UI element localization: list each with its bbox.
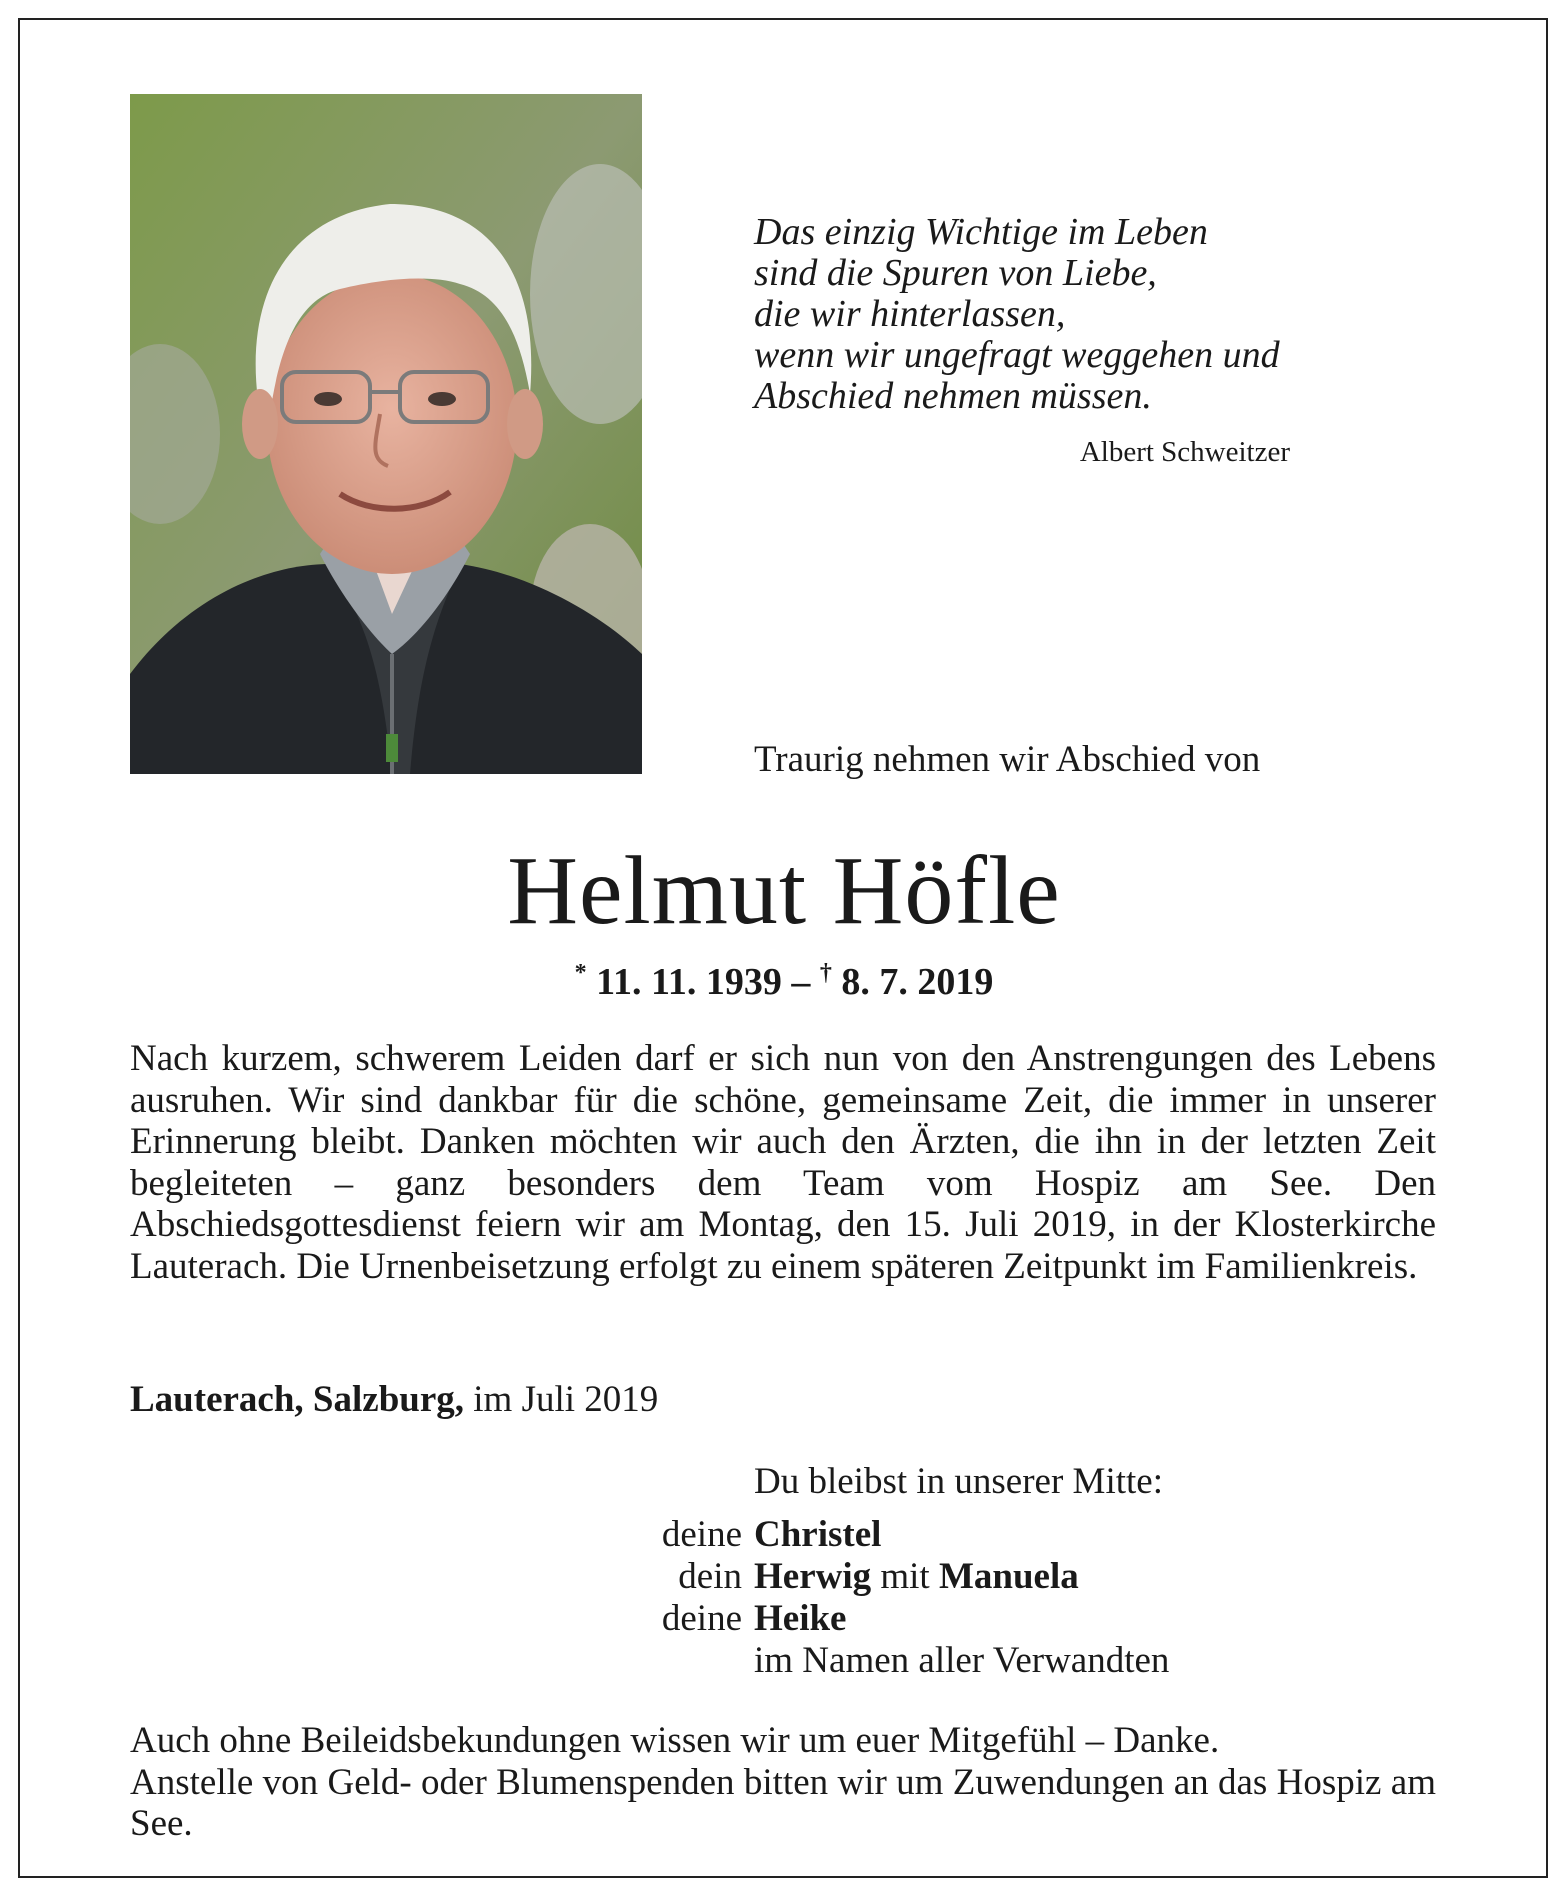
closing-note (130, 1720, 1436, 1845)
date-separator: – (781, 961, 820, 1003)
quote-line: Abschied nehmen müssen. (754, 375, 1152, 417)
birth-date: 11. 11. 1939 (596, 961, 782, 1003)
death-symbol: † (819, 960, 832, 986)
intro-text: Traurig nehmen wir Abschied von (754, 739, 1261, 780)
quote-author: Albert Schweitzer (1079, 436, 1290, 468)
family-footer-row (500, 1640, 1169, 1682)
place-date-text: im Juli 2019 (464, 1379, 659, 1420)
portrait-photo (130, 94, 642, 774)
quote-line: die wir hinterlassen, (754, 293, 1066, 335)
quote-line: wenn wir ungefragt weggehen und (754, 334, 1280, 376)
closing-line-2: Anstelle von Geld- oder Blumenspenden bitten wir um Zuwendungen an das Hospiz am See. (130, 1761, 1436, 1844)
life-dates (0, 960, 1568, 1004)
place-date (130, 1378, 658, 1421)
family-relation: dein (678, 1556, 742, 1597)
obituary-body: Nach kurzem, schwerem Leiden darf er sich nun von den Anstrengungen des Lebens ausruhen. Wir sind dankbar für die schöne, gemeinsame Zeit, die immer in unserer Erinnerung bleibt. Danken möchten wir auch den Ärzten, die ihn in der letzten Zeit begleiteten – ganz besonders dem Team vom Hospiz am See. Den Abschiedsgottesdienst feiern wir am Montag, den 15. Juli 2019, in der Klosterkirche Lauterach. Die Urnenbeisetzung erfolgt zu einem späteren Zeitpunkt im Familienkreis. (130, 1038, 1436, 1287)
family-member-name: Christel (754, 1514, 882, 1555)
place-name: Lauterach, Salzburg, (130, 1379, 465, 1420)
epigraph-quote (754, 212, 1314, 417)
family-member (500, 1514, 1169, 1556)
family-intro: Du bleibst in unserer Mitte: (754, 1461, 1163, 1502)
family-member-name: Herwig (754, 1556, 872, 1597)
family-relation: deine (661, 1514, 742, 1555)
family-relation: deine (661, 1598, 742, 1639)
deceased-name: Helmut Höfle (507, 837, 1061, 945)
family-member-name: Heike (754, 1598, 847, 1639)
family-partner-name: Manuela (938, 1556, 1079, 1597)
quote-line: Das einzig Wichtige im Leben (754, 211, 1208, 253)
family-member (500, 1598, 1169, 1640)
family-connector: mit (871, 1556, 939, 1597)
family-list (500, 1514, 1169, 1682)
birth-symbol: * (574, 960, 587, 986)
quote-line: sind die Spuren von Liebe, (754, 252, 1157, 294)
family-footer: im Namen aller Verwandten (754, 1640, 1170, 1681)
closing-line-1: Auch ohne Beileidsbekundungen wissen wir um euer Mitgefühl – Danke. (130, 1720, 1220, 1761)
family-member (500, 1556, 1169, 1598)
death-date: 8. 7. 2019 (841, 961, 994, 1003)
